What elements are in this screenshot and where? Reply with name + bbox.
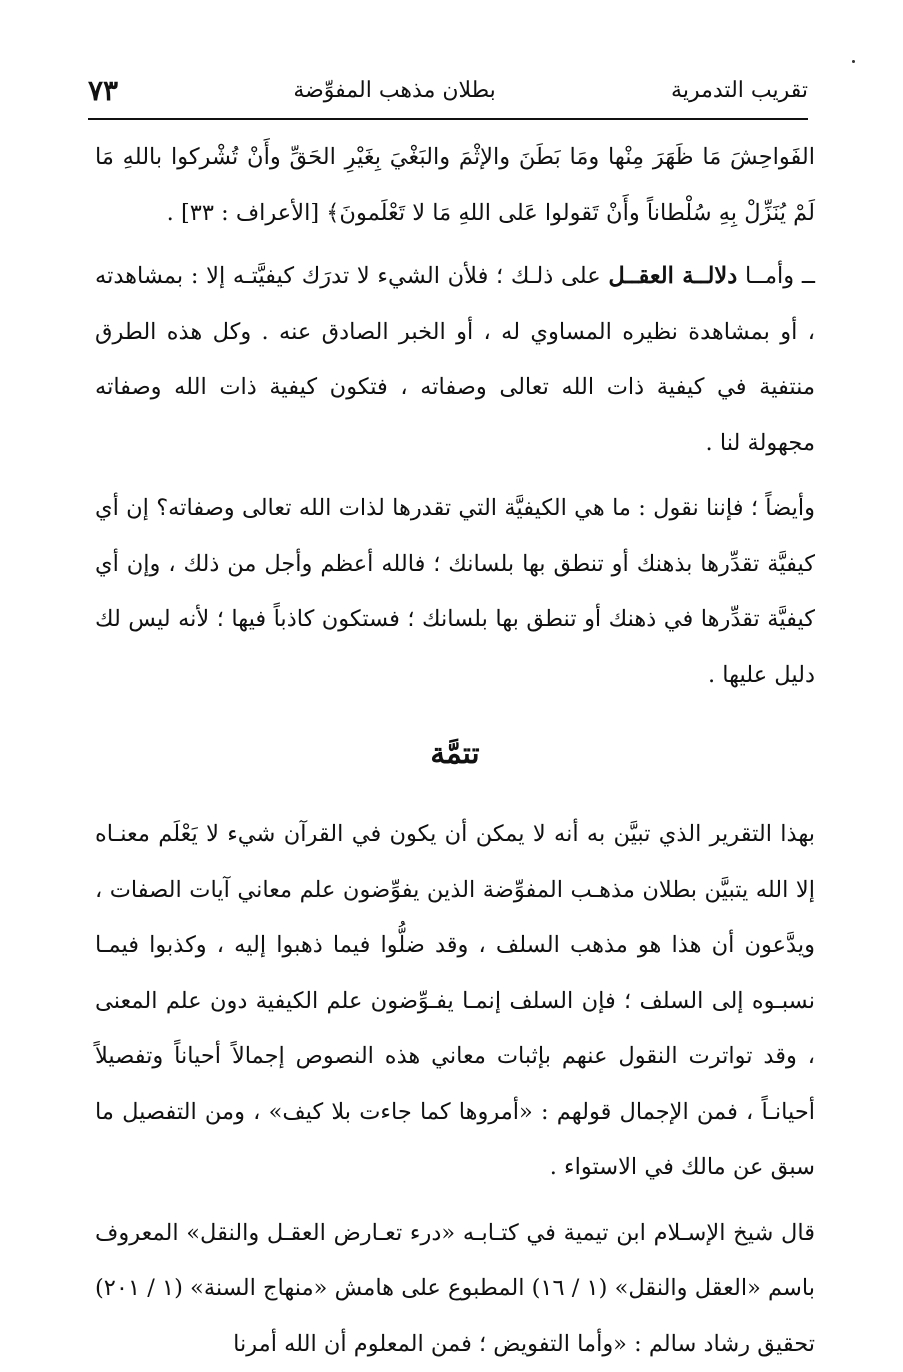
scan-speck: [852, 60, 855, 63]
paragraph-also: وأيضاً ؛ فإننا نقول : ما هي الكيفيَّة التي تقدرها لذات الله تعالى وصفاته؟ إن أي كيفيَّة تقدِّرها بذهنك أو تنطق بها بلسانك ؛ فالله أعظم وأجل من ذلك ، وإن أي كيفيَّة تقدِّرها في ذهنك أو تنطق بها بلسانك ؛ فستكون كاذباً فيها ؛ لأنه ليس لك دليل عليها .: [95, 481, 815, 703]
paragraph-rest: على ذلـك ؛ فلأن الشيء لا تدرَك كيفيَّتـه إلا : بمشاهدته ، أو بمشاهدة نظيره المساوي له ، أو الخبر الصادق عنه . وكل هذه الطرق منتفية في كيفية ذات الله تعالى وصفاته ، فتكون كيفية ذات الله وصفاته مجهولة لنا .: [95, 263, 815, 456]
header-rule: [88, 118, 808, 120]
running-header: [88, 70, 808, 110]
paragraph-conclusion: بهذا التقرير الذي تبيَّن به أنه لا يمكن أن يكون في القرآن شيء لا يَعْلَم معنـاه إلا الله يتبيَّن بطلان مذهـب المفوِّضة الذين يفوِّضون علم معاني آيات الصفات ، ويدَّعون أن هذا هو مذهب السلف ، وقد ضلُّوا فيما ذهبوا إليه ، وكذبوا فيمـا نسبـوه إلى السلف ؛ فإن السلف إنمـا يفـوِّضون علم الكيفية دون علم المعنى ، وقد تواترت النقول عنهم بإثبات معاني هذه النصوص إجمالاً أحياناً وتفصيلاً أحيانـاً ، فمن الإجمال قولهم : «أمروها كما جاءت بلا كيف» ، ومن التفصيل ما سبق عن مالك في الاستواء .: [95, 807, 815, 1196]
chapter-title: بطلان مذهب المفوِّضة: [293, 78, 495, 103]
section-title: تتمَّة: [95, 709, 815, 797]
book-title: تقريب التدمرية: [671, 78, 808, 103]
paragraph-quran-verse: الفَواحِشَ مَا ظَهَرَ مِنْها ومَا بَطَنَ والإثْمَ والبَغْيَ بِغَيْرِ الحَقِّ وأَنْ تُشْركوا باللهِ مَا لَمْ يُنَزِّلْ بِهِ سُلْطاناً وأَنْ تَقولوا عَلى اللهِ مَا لا تَعْلَمونَ﴾ [الأعراف : ٣٣] .: [95, 130, 815, 241]
paragraph-reason-evidence: [95, 249, 815, 471]
paragraph-lead: ــ وأمــا: [745, 263, 815, 289]
page-body: [95, 130, 815, 1372]
bold-term: دلالــة العقــل: [608, 263, 737, 289]
paragraph-ibn-taymiyya: قال شيخ الإسـلام ابن تيمية في كتـابـه «درء تعـارض العقـل والنقل» المعروف باسم «العقل والنقل» (١ / ١٦) المطبوع على هامش «منهاج السنة» (١ / ٢٠١) تحقيق رشاد سالم : «وأما التفويض ؛ فمن المعلوم أن الله أمرنا: [95, 1206, 815, 1372]
page-number: ٧٣: [88, 74, 118, 107]
